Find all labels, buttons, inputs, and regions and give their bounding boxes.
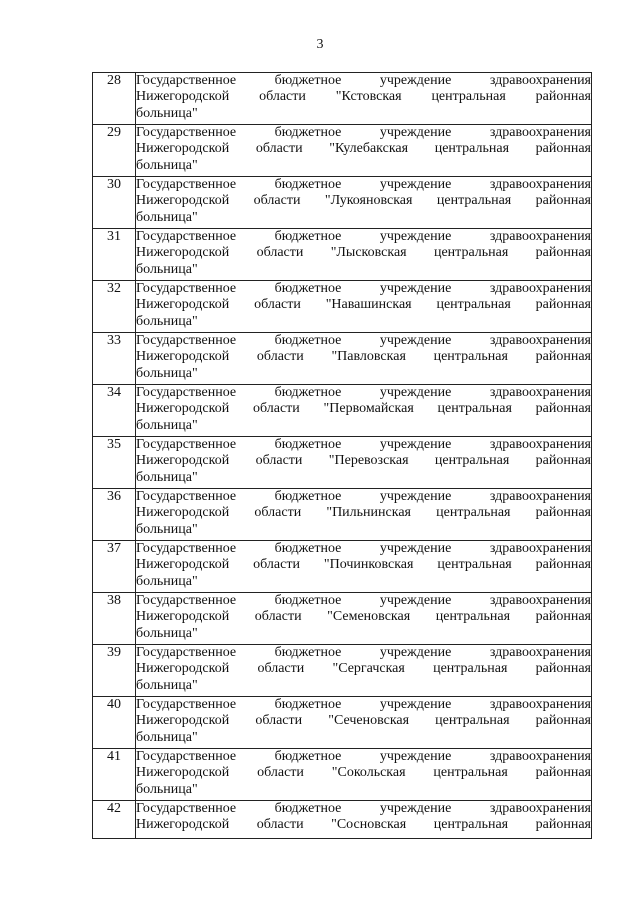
institutions-table xyxy=(92,72,592,839)
table-row xyxy=(93,541,592,593)
row-number: 36 xyxy=(93,489,136,541)
institution-name xyxy=(136,385,592,437)
institution-name-line-2: Нижегородской области "Пильнинская центральная районная xyxy=(136,505,591,521)
institution-name-line-3: больница" xyxy=(136,625,198,641)
table-row xyxy=(93,749,592,801)
row-number: 31 xyxy=(93,229,136,281)
table-row xyxy=(93,385,592,437)
institution-name xyxy=(136,73,592,125)
row-number: 39 xyxy=(93,645,136,697)
institution-name xyxy=(136,489,592,541)
row-number: 35 xyxy=(93,437,136,489)
institution-name xyxy=(136,697,592,749)
institution-name-line-3: больница" xyxy=(136,729,198,745)
institution-name-line-2: Нижегородской области "Сосновская центральная районная xyxy=(136,817,591,833)
institution-name xyxy=(136,437,592,489)
table-row xyxy=(93,333,592,385)
table-row xyxy=(93,125,592,177)
institution-name-line-2: Нижегородской области "Лукояновская центральная районная xyxy=(136,193,591,209)
institution-name-line-2: Нижегородской области "Сеченовская центральная районная xyxy=(136,713,591,729)
row-number: 38 xyxy=(93,593,136,645)
institution-name-line-3: больница" xyxy=(136,313,198,329)
institution-name-line-2: Нижегородской области "Лысковская центральная районная xyxy=(136,245,591,261)
institution-name-line-1: Государственное бюджетное учреждение здравоохранения xyxy=(136,801,591,816)
institution-name xyxy=(136,801,592,839)
institution-name-line-1: Государственное бюджетное учреждение здравоохранения xyxy=(136,437,591,452)
table-row xyxy=(93,697,592,749)
institution-name-line-3: больница" xyxy=(136,781,198,797)
institution-name-line-3: больница" xyxy=(136,469,198,485)
institution-name-line-2: Нижегородской области "Первомайская центральная районная xyxy=(136,401,591,417)
institution-name-line-3: больница" xyxy=(136,157,198,173)
table-row xyxy=(93,801,592,839)
row-number: 37 xyxy=(93,541,136,593)
table-row xyxy=(93,281,592,333)
row-number: 40 xyxy=(93,697,136,749)
institution-name xyxy=(136,749,592,801)
table-row xyxy=(93,489,592,541)
institution-name-line-1: Государственное бюджетное учреждение здравоохранения xyxy=(136,697,591,712)
institution-name-line-2: Нижегородской области "Навашинская центральная районная xyxy=(136,297,591,313)
institution-name xyxy=(136,177,592,229)
institution-name xyxy=(136,125,592,177)
table-row xyxy=(93,645,592,697)
table-row xyxy=(93,73,592,125)
institution-name-line-2: Нижегородской области "Перевозская центральная районная xyxy=(136,453,591,469)
table-row xyxy=(93,177,592,229)
institution-name-line-3: больница" xyxy=(136,677,198,693)
institution-name-line-3: больница" xyxy=(136,573,198,589)
institution-name xyxy=(136,333,592,385)
institution-name-line-1: Государственное бюджетное учреждение здравоохранения xyxy=(136,489,591,504)
row-number: 28 xyxy=(93,73,136,125)
row-number: 30 xyxy=(93,177,136,229)
row-number: 34 xyxy=(93,385,136,437)
institution-name-line-2: Нижегородской области "Семеновская центральная районная xyxy=(136,609,591,625)
institution-name-line-1: Государственное бюджетное учреждение здравоохранения xyxy=(136,593,591,608)
institution-name xyxy=(136,593,592,645)
table-row xyxy=(93,437,592,489)
institution-name-line-2: Нижегородской области "Сокольская центральная районная xyxy=(136,765,591,781)
institution-name-line-1: Государственное бюджетное учреждение здравоохранения xyxy=(136,125,591,140)
institution-name-line-3: больница" xyxy=(136,105,198,121)
institution-name-line-2: Нижегородской области "Павловская центральная районная xyxy=(136,349,591,365)
institution-name-line-2: Нижегородской области "Кстовская центральная районная xyxy=(136,89,591,105)
institution-name-line-1: Государственное бюджетное учреждение здравоохранения xyxy=(136,385,591,400)
row-number: 41 xyxy=(93,749,136,801)
institution-name-line-3: больница" xyxy=(136,365,198,381)
institution-name-line-2: Нижегородской области "Кулебакская центральная районная xyxy=(136,141,591,157)
institution-name-line-1: Государственное бюджетное учреждение здравоохранения xyxy=(136,73,591,88)
institution-name-line-2: Нижегородской области "Починковская центральная районная xyxy=(136,557,591,573)
institution-name-line-2: Нижегородской области "Сергачская центральная районная xyxy=(136,661,591,677)
institution-name-line-3: больница" xyxy=(136,209,198,225)
institution-name-line-1: Государственное бюджетное учреждение здравоохранения xyxy=(136,333,591,348)
institution-name-line-1: Государственное бюджетное учреждение здравоохранения xyxy=(136,281,591,296)
institution-name-line-1: Государственное бюджетное учреждение здравоохранения xyxy=(136,645,591,660)
institution-name xyxy=(136,229,592,281)
institution-name xyxy=(136,541,592,593)
institution-name-line-3: больница" xyxy=(136,261,198,277)
institution-name-line-1: Государственное бюджетное учреждение здравоохранения xyxy=(136,541,591,556)
table-row xyxy=(93,593,592,645)
institution-name-line-3: больница" xyxy=(136,521,198,537)
row-number: 42 xyxy=(93,801,136,839)
row-number: 32 xyxy=(93,281,136,333)
page-number: 3 xyxy=(316,37,324,52)
institution-name-line-1: Государственное бюджетное учреждение здравоохранения xyxy=(136,177,591,192)
institution-name-line-1: Государственное бюджетное учреждение здравоохранения xyxy=(136,749,591,764)
institution-name-line-1: Государственное бюджетное учреждение здравоохранения xyxy=(136,229,591,244)
institution-name xyxy=(136,645,592,697)
row-number: 33 xyxy=(93,333,136,385)
institution-name-line-3: больница" xyxy=(136,417,198,433)
institution-name xyxy=(136,281,592,333)
row-number: 29 xyxy=(93,125,136,177)
table-row xyxy=(93,229,592,281)
institutions-table-body xyxy=(93,73,592,839)
